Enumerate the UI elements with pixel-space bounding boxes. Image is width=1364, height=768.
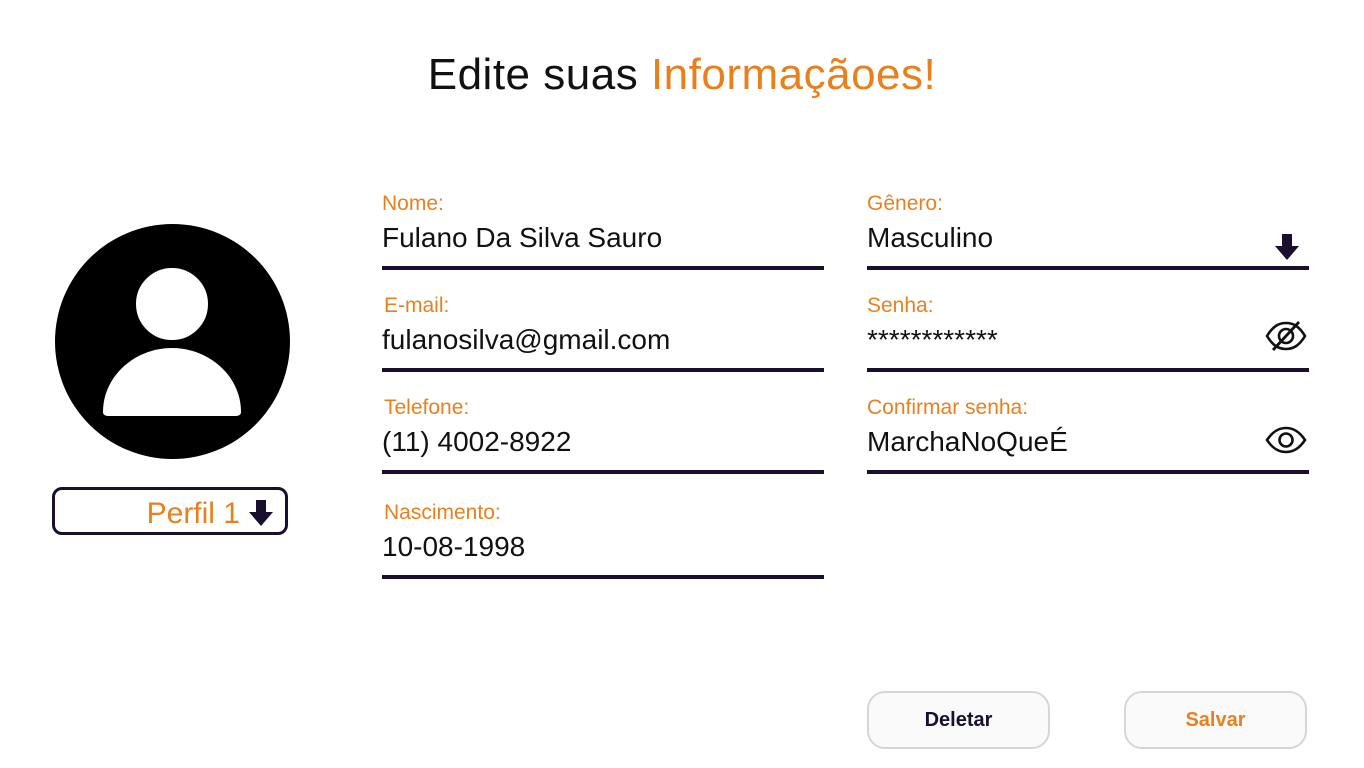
genero-field[interactable] [867, 190, 1309, 258]
page-title [0, 50, 1364, 100]
avatar [55, 224, 290, 459]
nascimento-field[interactable] [382, 499, 824, 567]
nascimento-underline [382, 575, 824, 579]
senha-input[interactable]: ************ [867, 324, 998, 355]
eye-icon[interactable] [1265, 426, 1307, 454]
confirmar-senha-field[interactable] [867, 394, 1309, 462]
nascimento-input[interactable]: 10-08-1998 [382, 531, 526, 562]
arrow-down-icon [249, 500, 273, 526]
confirmar-senha-underline [867, 470, 1309, 474]
email-field[interactable] [382, 292, 824, 360]
profile-select[interactable] [52, 487, 288, 535]
genero-label: Gênero: [867, 192, 943, 215]
telefone-field[interactable] [382, 394, 824, 462]
title-accent: Informaçãoes! [650, 50, 937, 99]
save-button[interactable]: Salvar [1124, 691, 1307, 749]
nome-field[interactable] [382, 190, 824, 258]
email-underline [382, 368, 824, 372]
email-input[interactable]: fulanosilva@gmail.com [382, 324, 671, 355]
email-label: E-mail: [384, 294, 450, 317]
profile-select-value: Perfil 1 [146, 497, 240, 530]
telefone-label: Telefone: [384, 396, 470, 419]
user-avatar-icon [55, 224, 290, 459]
genero-select[interactable]: Masculino [867, 222, 994, 253]
confirmar-senha-input[interactable]: MarchaNoQueÉ [867, 426, 1068, 457]
nome-input[interactable]: Fulano Da Silva Sauro [382, 222, 663, 253]
confirmar-senha-label: Confirmar senha: [867, 396, 1029, 419]
nascimento-label: Nascimento: [384, 501, 501, 524]
nome-label: Nome: [382, 192, 444, 215]
arrow-down-icon[interactable] [1275, 234, 1299, 260]
senha-underline [867, 368, 1309, 372]
delete-button[interactable]: Deletar [867, 691, 1050, 749]
genero-underline [867, 266, 1309, 270]
nome-underline [382, 266, 824, 270]
senha-field[interactable] [867, 292, 1309, 360]
senha-label: Senha: [867, 294, 934, 317]
telefone-underline [382, 470, 824, 474]
telefone-input[interactable]: (11) 4002-8922 [382, 426, 572, 457]
title-prefix: Edite suas [427, 50, 639, 99]
eye-slash-icon[interactable] [1265, 320, 1307, 352]
